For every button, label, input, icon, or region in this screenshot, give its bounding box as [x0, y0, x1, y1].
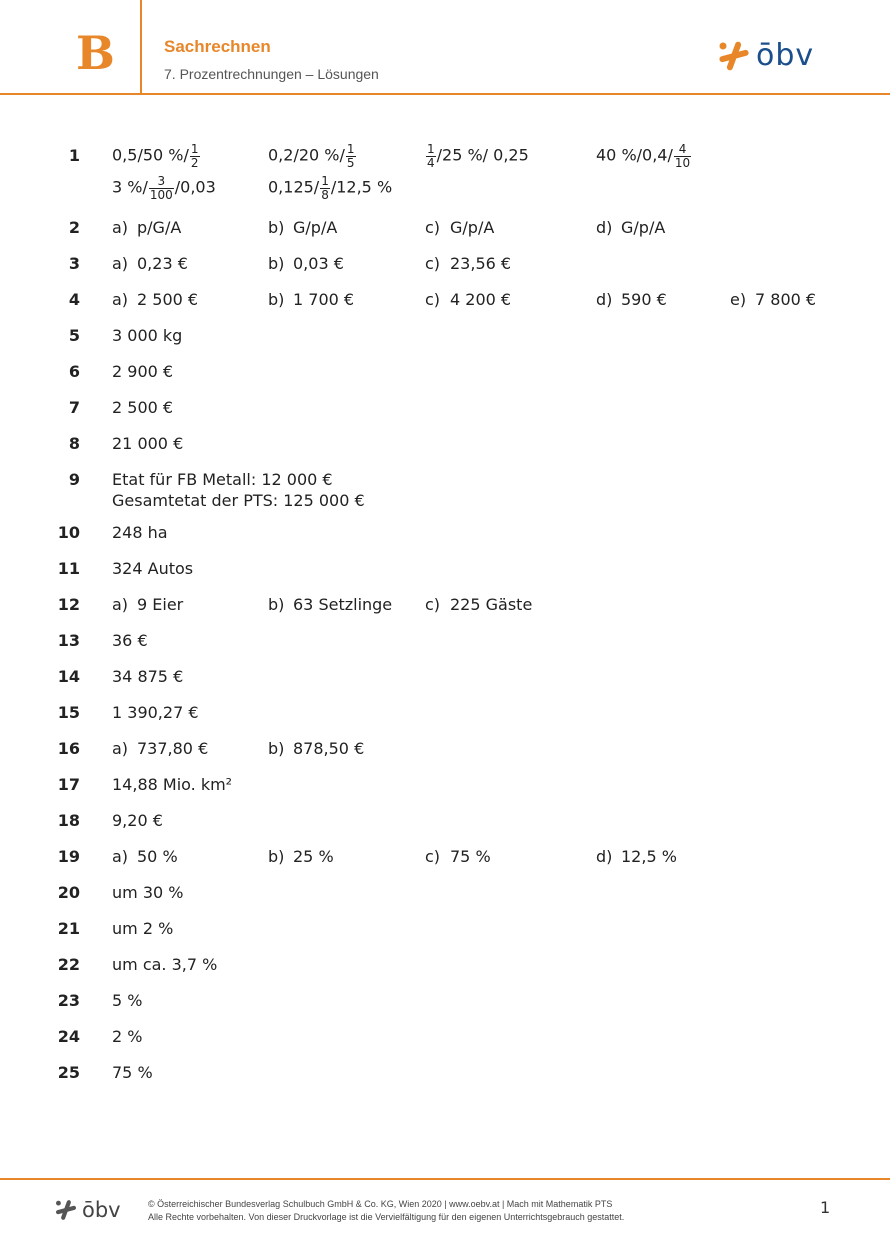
answer-text: 0,5/50 %/: [112, 145, 189, 165]
numerator: 1: [321, 174, 329, 188]
task-number: 6: [68, 362, 80, 381]
answer-text: 75 %: [450, 847, 491, 866]
part-label: c): [425, 595, 441, 614]
answer-text: 3 %/: [112, 177, 148, 197]
part-label: a): [112, 218, 129, 237]
answer-14: 34 875 €: [112, 667, 184, 686]
answer-text: 4 200 €: [450, 290, 512, 309]
task-number: 4: [68, 290, 80, 309]
answer-text: 0,2/20 %/: [268, 145, 345, 165]
part-label: c): [425, 847, 441, 866]
answer-4-e: [730, 290, 816, 309]
task-number: 10: [57, 523, 80, 542]
denominator: 5: [346, 155, 355, 170]
part-label: b): [268, 847, 285, 866]
part-label: a): [112, 739, 129, 758]
fraction: [149, 175, 174, 201]
answer-2-d: [596, 218, 665, 237]
answer-23: 5 %: [112, 991, 143, 1010]
fraction: [320, 175, 330, 201]
answer-text: 40 %/0,4/: [596, 145, 673, 165]
fraction: [426, 143, 436, 169]
answer-1-e: [112, 175, 216, 201]
answer-16-a: [112, 739, 208, 758]
task-number: 2: [68, 218, 80, 237]
answer-2-c: [425, 218, 494, 237]
task-number: 1: [68, 146, 80, 165]
denominator: 10: [674, 155, 691, 170]
answer-4-d: [596, 290, 667, 309]
task-number: 7: [68, 398, 80, 417]
answer-22: um ca. 3,7 %: [112, 955, 218, 974]
answer-1-c: [425, 143, 529, 169]
answer-10: 248 ha: [112, 523, 168, 542]
answer-text: 63 Setzlinge: [293, 595, 393, 614]
footer-obv-logo: [55, 1199, 121, 1221]
answer-3-a: [112, 254, 188, 273]
task-number: 21: [57, 919, 80, 938]
answer-text: G/p/A: [621, 218, 666, 237]
task-number: 24: [57, 1027, 80, 1046]
task-number: 12: [57, 595, 80, 614]
task-number: 9: [68, 470, 80, 489]
denominator: 2: [190, 155, 199, 170]
answer-9-line1: Etat für FB Metall: 12 000 €: [112, 470, 333, 489]
answer-text: p/G/A: [137, 218, 182, 237]
answer-15: 1 390,27 €: [112, 703, 199, 722]
answer-text: 0,03 €: [293, 254, 344, 273]
numerator: 1: [427, 142, 435, 156]
fraction: [346, 143, 356, 169]
rights-text: Alle Rechte vorbehalten. Von dieser Druckvorlage ist die Vervielfältigung für den eigenen Unterrichtsgebrauch gestattet.: [148, 1212, 625, 1222]
answer-21: um 2 %: [112, 919, 174, 938]
answer-13: 36 €: [112, 631, 148, 650]
answer-text: 50 %: [137, 847, 178, 866]
section-letter: B: [76, 26, 115, 80]
answer-text: 7 800 €: [755, 290, 817, 309]
answer-text: 23,56 €: [450, 254, 512, 273]
task-number: 8: [68, 434, 80, 453]
part-label: a): [112, 290, 129, 309]
answer-19-a: [112, 847, 178, 866]
denominator: 4: [427, 155, 435, 170]
numerator: 1: [190, 142, 199, 156]
answer-7: 2 500 €: [112, 398, 174, 417]
answer-8: 21 000 €: [112, 434, 184, 453]
answer-text: 9 Eier: [137, 595, 184, 614]
answer-text: 1 700 €: [293, 290, 355, 309]
task-number: 17: [57, 775, 80, 794]
answer-text: /25 %/ 0,25: [436, 145, 529, 165]
part-label: c): [425, 254, 441, 273]
answer-19-c: [425, 847, 491, 866]
part-label: b): [268, 290, 285, 309]
answer-text: 737,80 €: [137, 739, 209, 758]
task-number: 3: [68, 254, 80, 273]
answer-16-b: [268, 739, 364, 758]
answer-3-c: [425, 254, 511, 273]
answer-text: 225 Gäste: [450, 595, 533, 614]
answer-text: 2 500 €: [137, 290, 199, 309]
answer-12-b: [268, 595, 392, 614]
answer-2-b: [268, 218, 337, 237]
obv-wordmark: ōbv: [82, 1197, 121, 1222]
task-number: 13: [57, 631, 80, 650]
part-label: a): [112, 254, 129, 273]
part-label: d): [596, 847, 613, 866]
task-number: 5: [68, 326, 80, 345]
answer-6: 2 900 €: [112, 362, 174, 381]
answer-4-a: [112, 290, 198, 309]
part-label: e): [730, 290, 747, 309]
task-number: 25: [57, 1063, 80, 1082]
answer-text: G/p/A: [293, 218, 338, 237]
answer-text: 12,5 %: [621, 847, 677, 866]
obv-star-icon: [718, 40, 750, 72]
answer-3-b: [268, 254, 344, 273]
answer-1-d: [596, 143, 692, 169]
page-number: 1: [820, 1198, 831, 1217]
part-label: a): [112, 595, 129, 614]
copyright-text: © Österreichischer Bundesverlag Schulbuch GmbH & Co. KG, Wien 2020 | www.oebv.at | Mach mit Mathematik PTS: [148, 1199, 613, 1209]
answer-1-b: [268, 143, 357, 169]
denominator: 8: [321, 187, 329, 202]
task-number: 23: [57, 991, 80, 1010]
fraction: [190, 143, 200, 169]
answer-24: 2 %: [112, 1027, 143, 1046]
answer-19-d: [596, 847, 677, 866]
footer-divider: [0, 1178, 890, 1180]
part-label: b): [268, 218, 285, 237]
task-number: 15: [57, 703, 80, 722]
obv-star-icon: [55, 1199, 77, 1221]
answer-5: 3 000 kg: [112, 326, 183, 345]
fraction: [674, 143, 691, 169]
task-number: 14: [57, 667, 80, 686]
task-number: 18: [57, 811, 80, 830]
answer-text: 878,50 €: [293, 739, 365, 758]
answer-text: /0,03: [174, 177, 216, 197]
answer-1-f: [268, 175, 392, 201]
page-header: [0, 0, 890, 95]
task-number: 20: [57, 883, 80, 902]
task-number: 16: [57, 739, 80, 758]
numerator: 3: [149, 175, 174, 189]
answer-9-line2: Gesamtetat der PTS: 125 000 €: [112, 491, 365, 510]
task-number: 11: [57, 559, 80, 578]
answer-12-c: [425, 595, 532, 614]
numerator: 4: [674, 143, 691, 157]
page-title: Sachrechnen: [164, 37, 271, 56]
answer-text: 590 €: [621, 290, 667, 309]
answer-4-c: [425, 290, 511, 309]
answer-1-a: [112, 143, 201, 169]
task-number: 19: [57, 847, 80, 866]
answer-19-b: [268, 847, 334, 866]
obv-logo: [718, 40, 814, 72]
task-number: 22: [57, 955, 80, 974]
answer-text: G/p/A: [450, 218, 495, 237]
numerator: 1: [346, 142, 355, 156]
answer-text: /12,5 %: [330, 177, 393, 197]
answer-text: 25 %: [293, 847, 334, 866]
answer-17: 14,88 Mio. km²: [112, 775, 233, 794]
obv-wordmark: ōbv: [756, 38, 815, 73]
answer-25: 75 %: [112, 1063, 153, 1082]
answer-text: 0,23 €: [137, 254, 188, 273]
part-label: b): [268, 595, 285, 614]
part-label: b): [268, 254, 285, 273]
part-label: c): [425, 290, 441, 309]
page-subtitle: 7. Prozentrechnungen – Lösungen: [164, 66, 379, 82]
part-label: a): [112, 847, 129, 866]
answer-18: 9,20 €: [112, 811, 163, 830]
answer-20: um 30 %: [112, 883, 184, 902]
part-label: d): [596, 218, 613, 237]
part-label: c): [425, 218, 441, 237]
answer-4-b: [268, 290, 354, 309]
part-label: b): [268, 739, 285, 758]
header-divider: [140, 0, 142, 93]
answer-2-a: [112, 218, 181, 237]
answer-12-a: [112, 595, 183, 614]
answer-11: 324 Autos: [112, 559, 194, 578]
part-label: d): [596, 290, 613, 309]
answer-text: 0,125/: [268, 177, 320, 197]
denominator: 100: [149, 187, 173, 202]
